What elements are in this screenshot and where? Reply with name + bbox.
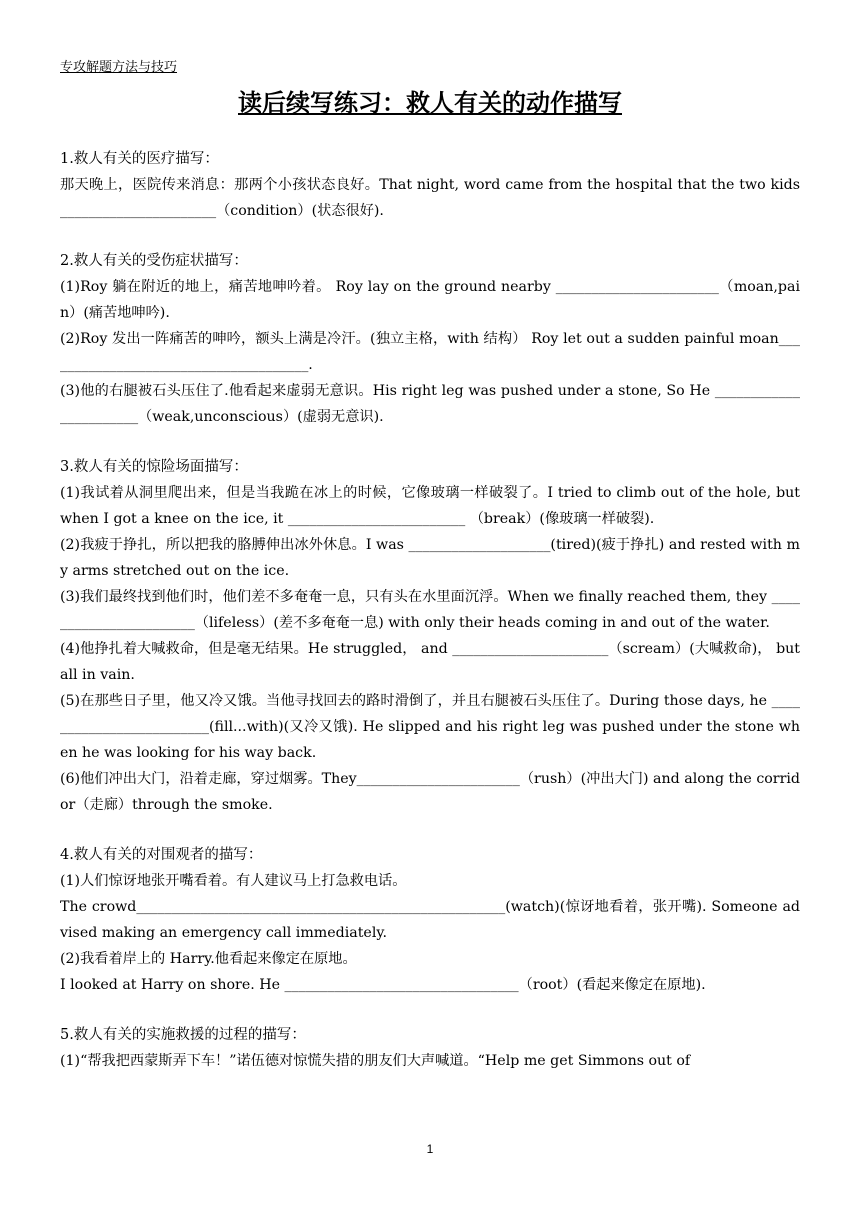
section-2 — [60, 248, 800, 430]
section-3 — [60, 454, 800, 818]
exercise-line: The crowd____________________________________________________(watch)(惊讶地看着，张开嘴). Someone advised making an emergency call immediately. — [60, 899, 800, 941]
exercise-line: I looked at Harry on shore. He _________________________________（root）(看起来像定在原地). — [60, 977, 706, 993]
exercise-line: 那天晚上，医院传来消息：那两个小孩状态良好。That night, word came from the hospital that the two kids ______________________（condition）(状态很好). — [60, 177, 800, 219]
exercise-line: (1)我试着从洞里爬出来，但是当我跪在冰上的时候，它像玻璃一样破裂了。I tried to climb out of the hole, but when I got a knee on the ice, it _________________________ （break）(像玻璃一样破裂). — [60, 485, 800, 527]
section-title: 2.救人有关的受伤症状描写： — [60, 253, 248, 269]
exercise-line: (1)人们惊讶地张开嘴看着。有人建议马上打急救电话。 — [60, 873, 407, 889]
section-4 — [60, 842, 800, 998]
exercise-line: (4)他挣扎着大喊救命，但是毫无结果。He struggled， and ______________________（scream）(大喊救命)， but all in vain. — [60, 641, 800, 683]
exercise-line: (3)我们最终找到他们时，他们差不多奄奄一息，只有头在水里面沉浮。When we finally reached them, they _______________________（lifeless）(差不多奄奄一息) with only their heads coming in and out of the water. — [60, 589, 800, 631]
exercise-line: (5)在那些日子里，他又冷又饿。当他寻找回去的路时滑倒了，并且右腿被石头压住了。During those days, he _________________________(fill...with)(又冷又饿). He slipped and his right leg was pushed under the stone when he was looking for his way back. — [60, 693, 800, 761]
section-1 — [60, 146, 800, 224]
section-title: 3.救人有关的惊险场面描写： — [60, 459, 248, 475]
page-number: 1 — [426, 1142, 434, 1156]
exercise-line: (1)“帮我把西蒙斯弄下车！”诺伍德对惊慌失措的朋友们大声喊道。“Help me get Simmons out of — [60, 1053, 691, 1069]
exercise-line: (3)他的右腿被石头压住了.他看起来虚弱无意识。His right leg was pushed under a stone, So He _______________________（weak,unconscious）(虚弱无意识). — [60, 383, 800, 425]
exercise-line: (6)他们冲出大门，沿着走廊，穿过烟雾。They_______________________（rush）(冲出大门) and along the corridor（走廊）through the smoke. — [60, 771, 800, 813]
section-5 — [60, 1022, 800, 1074]
page-title: 读后续写练习：救人有关的动作描写 — [238, 89, 622, 117]
exercise-line: (2)我疲于挣扎，所以把我的胳膊伸出冰外休息。I was ____________________(tired)(疲于挣扎) and rested with my arms stretched out on the ice. — [60, 537, 800, 579]
header-tag: 专攻解题方法与技巧 — [60, 60, 178, 75]
section-title: 5.救人有关的实施救援的过程的描写： — [60, 1027, 306, 1043]
section-title: 4.救人有关的对围观者的描写： — [60, 847, 263, 863]
exercise-line: (1)Roy 躺在附近的地上，痛苦地呻吟着。 Roy lay on the ground nearby _______________________（moan,pain）(痛苦地呻吟). — [60, 279, 800, 321]
exercise-line: (2)我看着岸上的 Harry.他看起来像定在原地。 — [60, 951, 357, 967]
section-title: 1.救人有关的医疗描写： — [60, 151, 219, 167]
exercise-line: (2)Roy 发出一阵痛苦的呻吟，额头上满是冷汗。(独立主格，with 结构） Roy let out a sudden painful moan______________________________________. — [60, 331, 800, 373]
